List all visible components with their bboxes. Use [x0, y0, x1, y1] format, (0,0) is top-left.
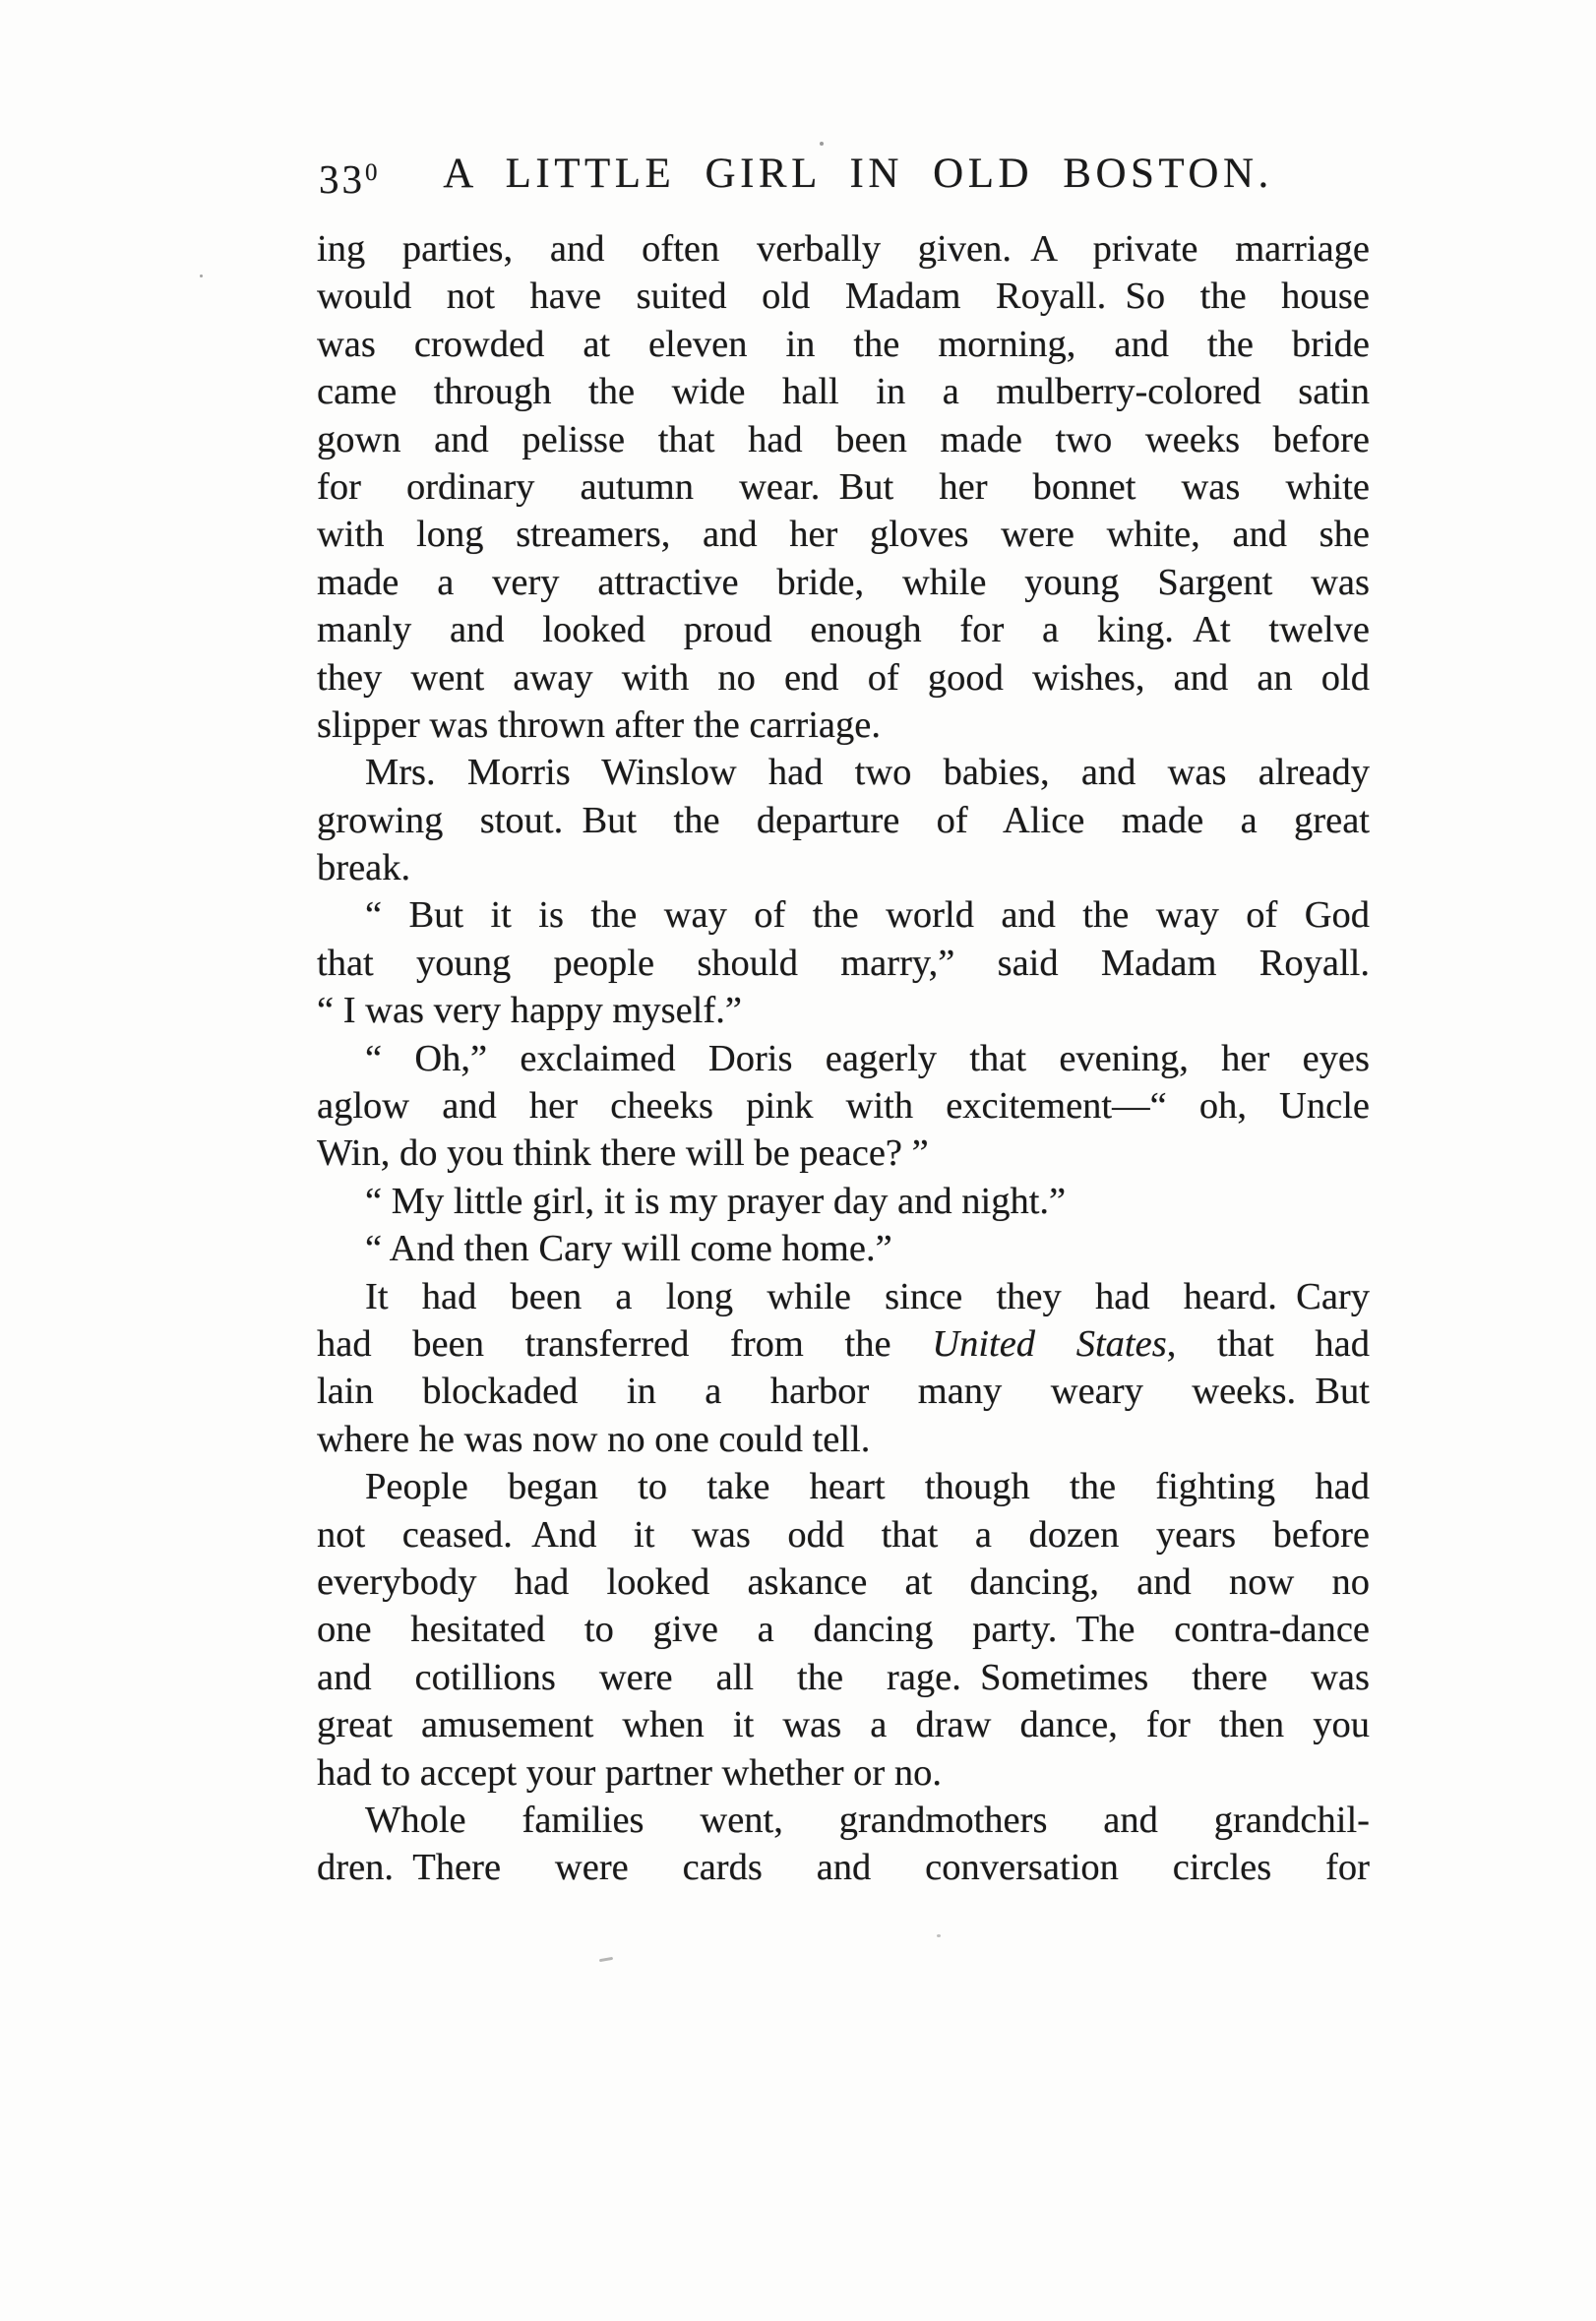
text-line: [317, 463, 1370, 511]
text-segment: Whole families went, grandmothers and grandchil-: [365, 1799, 1370, 1841]
text-line: [317, 1178, 1370, 1225]
text-segment: great amusement when it was a draw dance, for then you: [317, 1704, 1370, 1746]
text-line: [317, 321, 1370, 368]
text-line: [317, 1273, 1370, 1320]
text-segment: that young people should marry,” said Madam Royall.: [317, 942, 1370, 984]
text-segment: had been transferred from the: [317, 1322, 933, 1365]
running-title: A LITTLE GIRL IN OLD BOSTON.: [443, 151, 1273, 197]
text-line: [317, 654, 1370, 702]
text-segment: with long streamers, and her gloves were white, and she: [317, 514, 1370, 556]
text-segment: aglow and her cheeks pink with excitement—“ oh, Uncle: [317, 1085, 1370, 1128]
text-segment: would not have suited old Madam Royall. So the house: [317, 275, 1370, 318]
text-line: [317, 1463, 1370, 1510]
text-line: [317, 1844, 1370, 1891]
text-segment: one hesitated to give a dancing party. The contra-dance: [317, 1609, 1370, 1651]
text-segment: “ My little girl, it is my prayer day and night.”: [365, 1180, 1067, 1222]
text-segment: not ceased. And it was odd that a dozen years before: [317, 1513, 1370, 1556]
text-segment: they went away with no end of good wishes, and an old: [317, 656, 1370, 699]
text-line: [317, 749, 1370, 796]
scan-artifact-dash: [599, 1957, 613, 1962]
text-segment: Mrs. Morris Winslow had two babies, and was already: [365, 752, 1370, 794]
text-line: [317, 1558, 1370, 1606]
text-segment: ing parties, and often verbally given. A private marriage: [317, 228, 1370, 270]
text-segment: “ I was very happy myself.”: [317, 990, 742, 1032]
italic-text-segment: United States: [932, 1322, 1167, 1365]
text-line: [317, 702, 1370, 749]
text-line: [317, 797, 1370, 844]
scan-artifact-dot: [937, 1934, 941, 1937]
text-segment: slipper was thrown after the carriage.: [317, 703, 881, 746]
text-line: [317, 225, 1370, 273]
text-line: [317, 1606, 1370, 1653]
text-line: [317, 559, 1370, 606]
text-segment: , that had: [1166, 1322, 1370, 1365]
text-line: [317, 1701, 1370, 1748]
text-segment: growing stout. But the departure of Alice made a great: [317, 799, 1370, 841]
text-segment: came through the wide hall in a mulberry-colored satin: [317, 371, 1370, 413]
text-segment: “ And then Cary will come home.”: [365, 1228, 892, 1270]
text-line: [317, 940, 1370, 987]
text-line: [317, 1368, 1370, 1415]
text-line: [317, 1130, 1370, 1177]
text-line: [317, 1511, 1370, 1558]
text-line: [317, 1749, 1370, 1797]
page-body: [317, 225, 1370, 1892]
text-line: [317, 1416, 1370, 1463]
text-segment: “ But it is the way of the world and the way of God: [365, 894, 1370, 937]
text-segment: made a very attractive bride, while young Sargent was: [317, 561, 1370, 603]
text-segment: “ Oh,” exclaimed Doris eagerly that evening, her eyes: [365, 1037, 1370, 1079]
text-line: [317, 1797, 1370, 1844]
text-segment: for ordinary autumn wear. But her bonnet was white: [317, 465, 1370, 508]
text-segment: everybody had looked askance at dancing, and now no: [317, 1560, 1370, 1603]
text-line: [317, 511, 1370, 558]
text-segment: break.: [317, 847, 411, 889]
text-segment: gown and pelisse that had been made two weeks before: [317, 418, 1370, 460]
scan-artifact-dot: [200, 275, 203, 277]
text-segment: lain blockaded in a harbor many weary weeks. But: [317, 1371, 1370, 1413]
text-line: [317, 1082, 1370, 1130]
text-line: [317, 1654, 1370, 1701]
text-segment: dren. There were cards and conversation circles for: [317, 1847, 1370, 1889]
scan-artifact-dot: [820, 142, 824, 146]
text-segment: manly and looked proud enough for a king. At twelve: [317, 609, 1370, 651]
text-segment: and cotillions were all the rage. Sometimes there was: [317, 1656, 1370, 1698]
text-line: [317, 1035, 1370, 1082]
text-line: [317, 1320, 1370, 1368]
page-header: [317, 150, 1370, 209]
text-line: [317, 606, 1370, 653]
text-segment: Win, do you think there will be peace? ”: [317, 1132, 929, 1175]
text-segment: where he was now no one could tell.: [317, 1418, 871, 1460]
page-number-oldstyle-zero: 0: [365, 159, 378, 186]
text-line: [317, 844, 1370, 891]
text-segment: was crowded at eleven in the morning, and the bride: [317, 323, 1370, 365]
text-segment: People began to take heart though the fighting had: [365, 1466, 1370, 1508]
text-line: [317, 273, 1370, 320]
page-number-main: 33: [319, 156, 365, 202]
text-segment: had to accept your partner whether or no.: [317, 1751, 942, 1794]
text-line: [317, 891, 1370, 939]
text-line: [317, 368, 1370, 415]
text-line: [317, 987, 1370, 1034]
text-line: [317, 1225, 1370, 1272]
text-segment: It had been a long while since they had heard. Cary: [365, 1275, 1370, 1317]
text-line: [317, 416, 1370, 463]
